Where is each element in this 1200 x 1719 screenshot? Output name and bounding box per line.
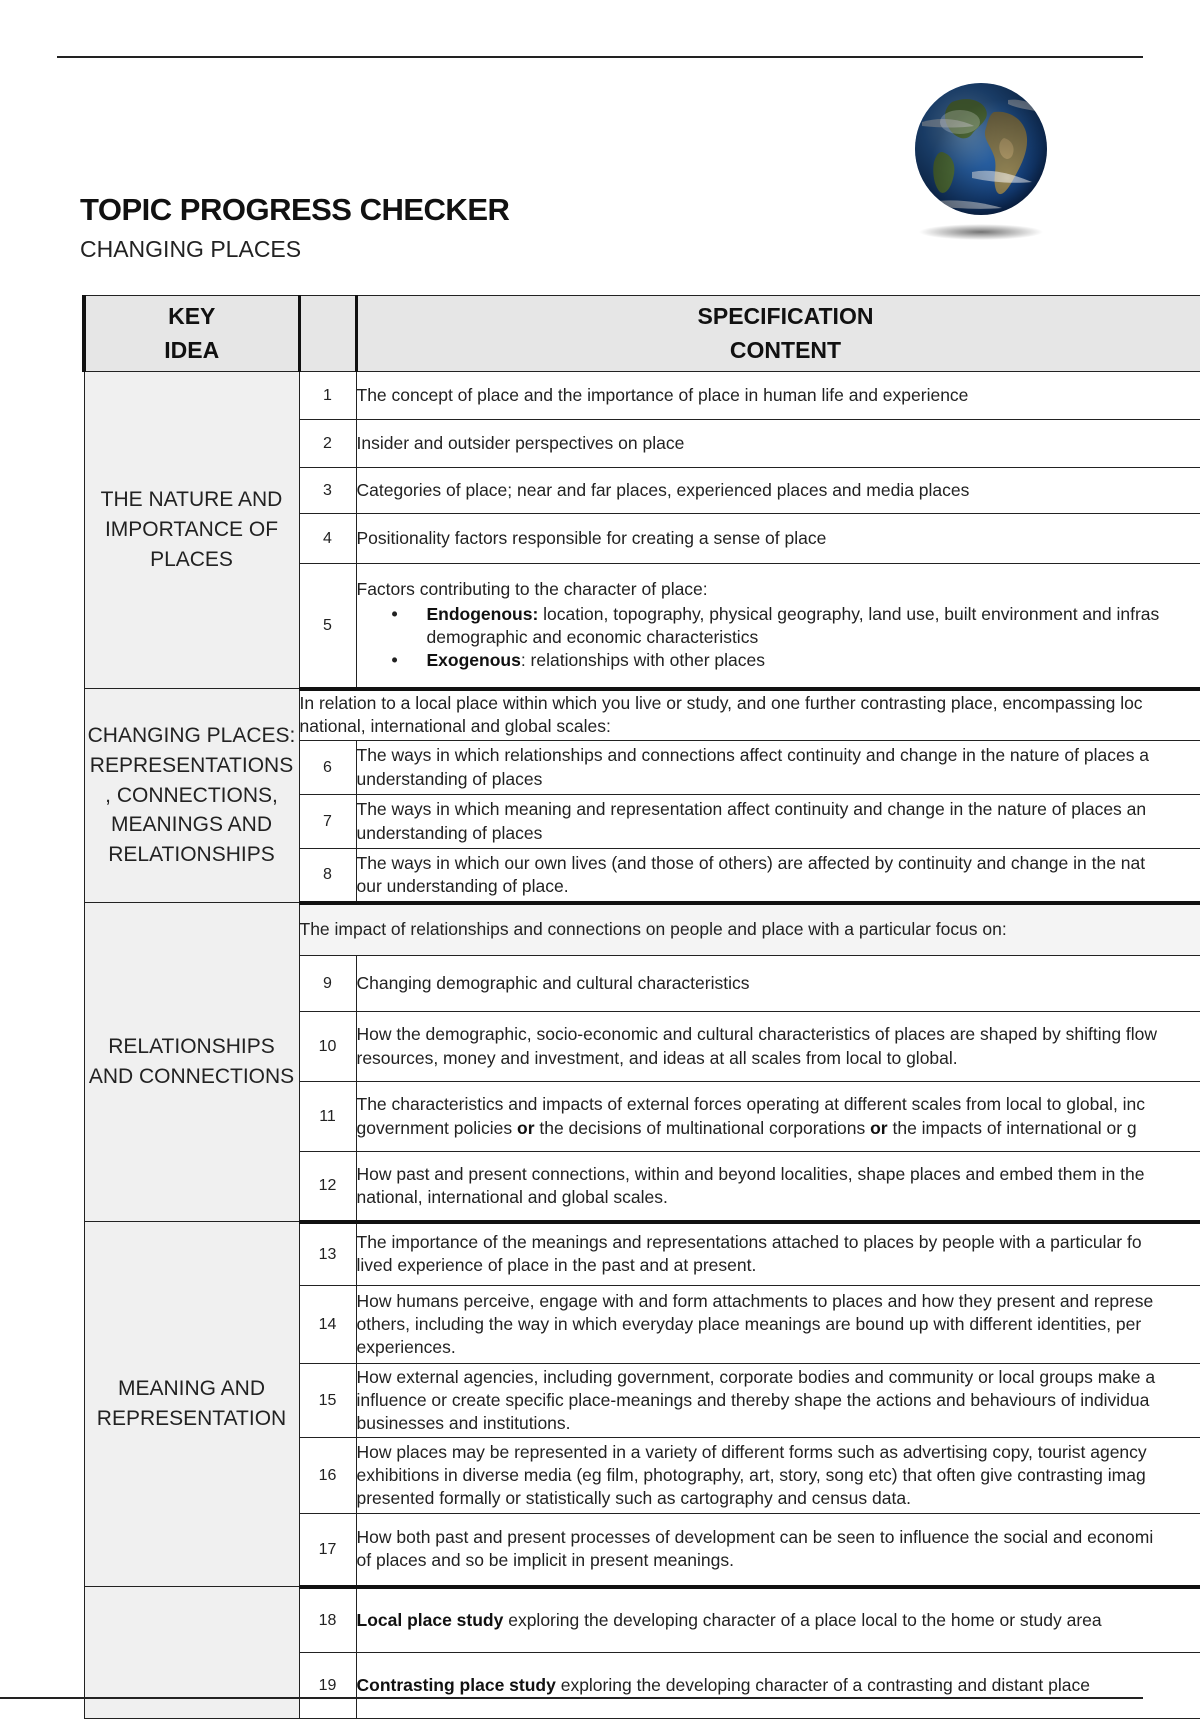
row-number: 10 (299, 1012, 356, 1082)
row-number: 11 (299, 1082, 356, 1152)
page-title: TOPIC PROGRESS CHECKER (80, 192, 509, 228)
row-number: 8 (299, 849, 356, 903)
table-row (84, 689, 1200, 741)
spec-content: Contrasting place study exploring the developing character of a contrasting and distant place (356, 1653, 1200, 1719)
row-number: 14 (299, 1286, 356, 1364)
list-item: • Endogenous: location, topography, physical geography, land use, built environment and infras demographic and economic characteristics (427, 603, 1200, 649)
number-header (299, 296, 356, 372)
key-idea-changing: CHANGING PLACES: REPRESENTATIONS , CONNECTIONS, MEANINGS AND RELATIONSHIPS (84, 689, 299, 903)
table-row (84, 372, 1200, 420)
row-number: 15 (299, 1364, 356, 1438)
page-subtitle: CHANGING PLACES (80, 236, 301, 263)
row-number: 2 (299, 420, 356, 468)
row-number: 9 (299, 956, 356, 1012)
spec-content (356, 564, 1200, 689)
spec-content: The importance of the meanings and representations attached to places by people with a particular fo lived experience of place in the past and at present. (356, 1222, 1200, 1286)
table-row (84, 1587, 1200, 1653)
row-number: 12 (299, 1152, 356, 1222)
list-item: • Exogenous: relationships with other places (427, 649, 1200, 672)
row-number: 19 (299, 1653, 356, 1719)
key-idea-nature: THE NATURE AND IMPORTANCE OF PLACES (84, 372, 299, 689)
row-number: 3 (299, 468, 356, 514)
table-row (84, 1222, 1200, 1286)
row-number: 18 (299, 1587, 356, 1653)
spec-content: The ways in which our own lives (and those of others) are affected by continuity and change in the nat our understanding of place. (356, 849, 1200, 903)
spec-content: Categories of place; near and far places, experienced places and media places (356, 468, 1200, 514)
key-idea-meaning: MEANING AND REPRESENTATION (84, 1222, 299, 1587)
key-idea-header: KEY IDEA (84, 296, 299, 372)
spec-intro: Factors contributing to the character of place: (357, 578, 1200, 601)
spec-content: Changing demographic and cultural characteristics (356, 956, 1200, 1012)
row-number: 6 (299, 741, 356, 795)
spec-content: How the demographic, socio-economic and cultural characteristics of places are shaped by shifting flow resources, money and investment, and ideas at all scales from local to global. (356, 1012, 1200, 1082)
header-rule (57, 56, 1143, 58)
group-intro: The impact of relationships and connections on people and place with a particular focus on: (299, 903, 1200, 956)
footer-rule (0, 1697, 1143, 1699)
spec-content: The ways in which relationships and connections affect continuity and change in the nature of places a understanding of places (356, 741, 1200, 795)
row-number: 13 (299, 1222, 356, 1286)
spec-content: The characteristics and impacts of external forces operating at different scales from local to global, inc government policies or the decisions of multinational corporations or the impacts of international or g (356, 1082, 1200, 1152)
row-number: 1 (299, 372, 356, 420)
spec-content: How both past and present processes of development can be seen to influence the social and economi of places and so be implicit in present meanings. (356, 1514, 1200, 1587)
key-idea-relationships: RELATIONSHIPS AND CONNECTIONS (84, 903, 299, 1222)
spec-content: How external agencies, including government, corporate bodies and community or local groups make a influence or create specific place-meanings and thereby shape the actions and behaviours of individua businesses and institutions. (356, 1364, 1200, 1438)
globe-icon (912, 82, 1050, 246)
spec-content: How places may be represented in a variety of different forms such as advertising copy, tourist agency exhibitions in diverse media (eg film, photography, art, story, song etc) that often give contrasting imag presented formally or statistically such as cartography and census data. (356, 1438, 1200, 1514)
row-number: 16 (299, 1438, 356, 1514)
spec-content-header: SPECIFICATION CONTENT (356, 296, 1200, 372)
spec-content: How past and present connections, within and beyond localities, shape places and embed them in the national, international and global scales. (356, 1152, 1200, 1222)
row-number: 4 (299, 514, 356, 564)
spec-content: How humans perceive, engage with and form attachments to places and how they present and represe others, including the way in which everyday place meanings are bound up with different identities, per experiences. (356, 1286, 1200, 1364)
row-number: 5 (299, 564, 356, 689)
table-header-row (84, 296, 1200, 372)
row-number: 7 (299, 795, 356, 849)
spec-content: The ways in which meaning and representation affect continuity and change in the nature of places an understanding of places (356, 795, 1200, 849)
table-row (84, 903, 1200, 956)
spec-content: The concept of place and the importance of place in human life and experience (356, 372, 1200, 420)
row-number: 17 (299, 1514, 356, 1587)
factor-list (357, 603, 1200, 672)
spec-content: Insider and outsider perspectives on place (356, 420, 1200, 468)
spec-content: Positionality factors responsible for creating a sense of place (356, 514, 1200, 564)
group-intro: In relation to a local place within which you live or study, and one further contrasting place, encompassing loc national, international and global scales: (299, 689, 1200, 741)
spec-table (82, 295, 1200, 1719)
spec-content: Local place study exploring the developing character of a place local to the home or study area (356, 1587, 1200, 1653)
